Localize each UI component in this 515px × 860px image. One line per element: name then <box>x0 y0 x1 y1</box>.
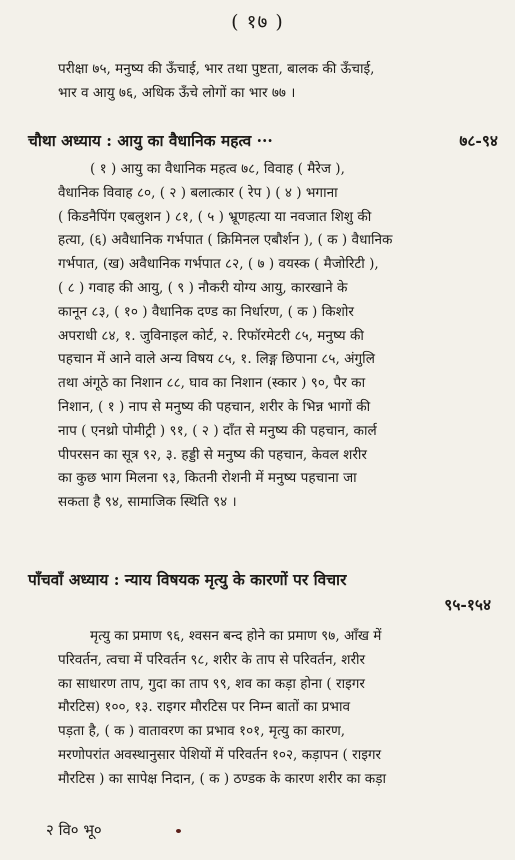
text-line: वैधानिक विवाह ८०, ( २ ) बलात्कार ( रेप ) ( ४ ) भगाना <box>58 184 338 201</box>
text-line: हत्या, (६) अवैधानिक गर्भपात ( क्रिमिनल एबौर्शन ), ( क ) वैधानिक <box>58 232 393 249</box>
text-line: कानून ८३, ( १० ) वैधानिक दण्ड का निर्धारण, ( क ) किशोर <box>58 303 354 320</box>
intro-paragraph <box>58 58 488 106</box>
text-line: मौरटिस) १००, १३. राइगर मौरटिस पर निम्न बातों का प्रभाव <box>58 699 351 716</box>
text-line: पीपरसन का सूत्र ९२, ३. हड्डी से मनुष्य की पहचान, केवल शरीर <box>58 446 367 463</box>
text-line: परीक्षा ७५, मनुष्य की ऊँचाई, भार तथा पुष्टता, बालक की ऊँचाई, <box>58 61 375 77</box>
chapter5-heading <box>28 568 498 590</box>
chapter5-contents <box>58 625 488 792</box>
text-line: गर्भपात, (ख) अवैधानिक गर्भपात ८२, ( ७ ) वयस्क ( मैजोरिटी ), <box>58 256 379 273</box>
text-line: मृत्यु का प्रमाण ९६, श्वसन बन्द होने का प्रमाण ९७, आँख में <box>90 628 382 644</box>
footer-signature: २ वि० भू० <box>46 821 102 839</box>
text-line: ( १ ) आयु का वैधानिक महत्व ७८, विवाह ( मैरेज ), <box>90 161 345 177</box>
text-line: का कुछ भाग मिलना ९३, कितनी रोशनी में मनुष्य पहचाना जा <box>58 470 357 487</box>
chapter4-title: चौथा अध्याय : आयु का वैधानिक महत्व ··· <box>28 131 273 150</box>
page-number: ( १७ ) <box>231 11 284 33</box>
chapter4-page-range: ७८-९४ <box>459 131 498 150</box>
text-line: का साधारण ताप, गुदा का ताप ९९, शव का कड़ा होना ( राइगर <box>58 675 365 692</box>
text-line: तथा अंगूठे का निशान ८८, घाव का निशान (स्कार ) ९०, पैर का <box>58 375 366 392</box>
text-line: नाप ( एनथ्रो पोमीट्री ) ९१, ( २ ) दाँत से मनुष्य की पहचान, कार्ल <box>58 422 377 439</box>
text-line: भार व आयु ७६, अधिक ऊँचे लोगों का भार ७७ । <box>58 84 296 101</box>
chapter4-contents <box>58 158 488 515</box>
text-line: अपराधी ८४, १. जुविनाइल कोर्ट, २. रिफॉरमेटरी ८५, मनुष्य की <box>58 327 364 344</box>
text-line: ( ८ ) गवाह की आयु, ( ९ ) नौकरी योग्य आयु, कारखाने के <box>58 279 348 296</box>
text-line: निशान, ( १ ) नाप से मनुष्य की पहचान, शरीर के भिन्न भागों की <box>58 398 371 415</box>
text-line: मौरटिस ) का सापेक्ष निदान, ( क ) ठण्डक के कारण शरीर का कड़ा <box>58 770 387 787</box>
chapter4-heading <box>28 129 498 151</box>
ink-mark <box>176 829 181 833</box>
text-line: ( किडनैपिंग एबलुशन ) ८१, ( ५ ) भ्रूणहत्या या नवजात शिशु की <box>58 208 372 225</box>
text-line: मरणोपरांत अवस्थानुसार पेशियों में परिवर्तन १०२, कड़ापन ( राइगर <box>58 746 382 763</box>
text-line: पहचान में आने वाले अन्य विषय ८५, १. लिङ्ग छिपाना ८५, अंगुलि <box>58 351 375 368</box>
text-line: सकता है ९४, सामाजिक स्थिति ९४ । <box>58 494 237 511</box>
chapter5-title: पाँचवाँ अध्याय : न्याय विषयक मृत्यु के कारणों पर विचार <box>28 570 347 589</box>
text-line: परिवर्तन, त्वचा में परिवर्तन ९८, शरीर के ताप से परिवर्तन, शरीर <box>58 651 366 668</box>
text-line: पड़ता है, ( क ) वातावरण का प्रभाव १०१, मृत्यु का कारण, <box>58 723 346 740</box>
chapter5-page-range: ९५-१५४ <box>444 595 491 614</box>
